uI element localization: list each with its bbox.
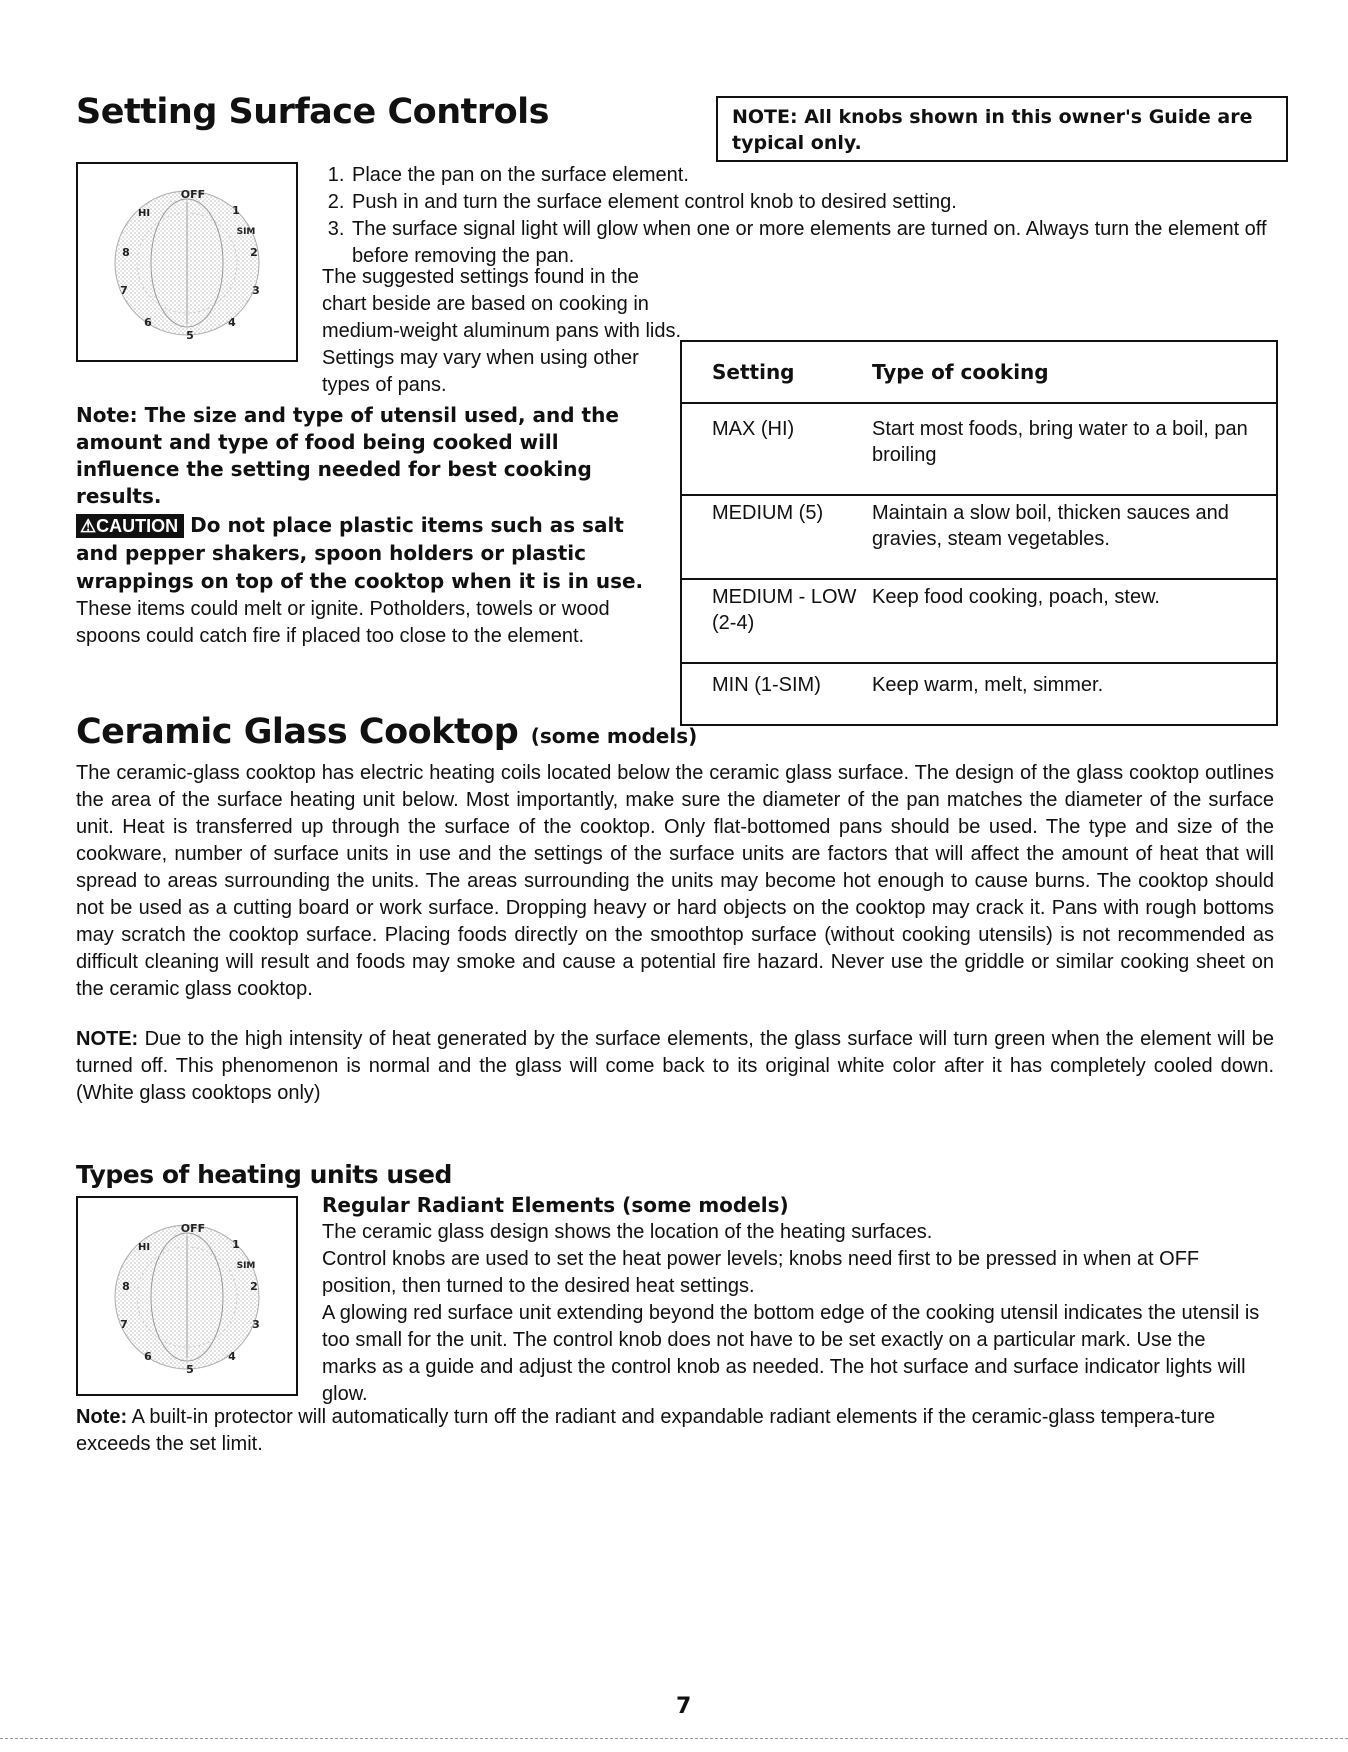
radiant-elements-block: [322, 1192, 1262, 1408]
knob-label-sim: SIM: [236, 227, 256, 237]
protector-note: [76, 1404, 1274, 1458]
table-header-row: [682, 342, 1276, 403]
table-cell-type: Keep food cooking, poach, stew.: [872, 579, 1276, 663]
table-cell-setting: MEDIUM (5): [682, 495, 872, 579]
ceramic-paragraph: The ceramic-glass cooktop has electric heating coils located below the ceramic glass surface. The design of the glass cooktop outlines the area of the surface heating unit below. Most importantly, make sure the diameter of the pan matches the diameter of the surface unit. Heat is transferred up through the surface of the cooktop. Only flat-bottomed pans should be used. The type and size of the cookware, number of surface units in use and the settings of the surface units are factors that will affect the amount of heat that will spread to areas surrounding the units. The areas surrounding the units may become hot enough to cause burns. The cooktop should not be used as a cutting board or work surface. Dropping heavy or hard objects on the cooktop may crack it. Pans with rough bottoms may scratch the cooktop surface. Placing foods directly on the smoothtop surface (without cooking utensils) is not recommended as difficult cleaning will result and foods may smoke and cause a potential fire hazard. Never use the griddle or similar cooking sheet on the ceramic glass cooktop.: [76, 762, 1274, 1000]
table-row: [682, 663, 1276, 724]
settings-intro-paragraph: The suggested settings found in the chart beside are based on cooking in medium-weight aluminum pans with lids. Settings may vary when using other types of pans.: [322, 266, 682, 396]
knob-label-1: 1: [232, 204, 240, 217]
knob-label-3: 3: [252, 284, 260, 297]
knob-illustration: [76, 162, 298, 362]
table-header-setting: Setting: [712, 360, 795, 384]
caution-plain-text: These items could melt or ignite. Potholders, towels or wood spoons could catch fire if placed too close to the element.: [76, 598, 610, 647]
section-title-setting-surface-controls: Setting Surface Controls: [76, 92, 549, 132]
radiant-line: A glowing red surface unit extending beyond the bottom edge of the cooking utensil indicates the utensil is too small for the unit. The control knob does not have to be set exactly on a particular mark. Use the marks as a guide and adjust the control knob as needed. The hot surface and surface indicator lights will glow.: [322, 1302, 1260, 1405]
knob-label-hi: HI: [137, 208, 151, 219]
table-cell-setting: MEDIUM - LOW (2-4): [682, 579, 872, 663]
knob-label-hi: HI: [137, 1242, 151, 1253]
knob-label-6: 6: [144, 316, 152, 329]
knobs-note-text: NOTE: All knobs shown in this owner's Guide are typical only.: [732, 106, 1253, 154]
knob-label-4: 4: [228, 316, 236, 329]
protector-note-label: Note:: [76, 1406, 128, 1428]
table-cell-setting: MIN (1-SIM): [682, 663, 872, 724]
knob-label-4: 4: [228, 1350, 236, 1363]
table-row: [682, 403, 1276, 495]
knob-label-off: OFF: [180, 1222, 206, 1235]
radiant-line: The ceramic glass design shows the location of the heating surfaces.: [322, 1221, 933, 1243]
table-cell-type: Maintain a slow boil, thicken sauces and gravies, steam vegetables.: [872, 495, 1276, 579]
knob-label-8: 8: [122, 1280, 130, 1293]
table-row: [682, 579, 1276, 663]
caution-bold-text: Do not place plastic items such as salt and pepper shakers, spoon holders or plastic wrappings on top of the cooktop when it is in use.: [76, 513, 644, 593]
knob-label-off: OFF: [180, 188, 206, 201]
table-cell-type: Keep warm, melt, simmer.: [872, 663, 1276, 724]
knob-label-5: 5: [186, 1363, 194, 1376]
knob-label-8: 8: [122, 246, 130, 259]
warning-triangle-icon: ⚠: [80, 516, 97, 536]
step-item: 2. Push in and turn the surface element control knob to desired setting.: [350, 189, 1280, 216]
knob-label-6: 6: [144, 1350, 152, 1363]
ceramic-title-row: [76, 712, 697, 752]
knob-illustration-2: [76, 1196, 298, 1396]
page-bottom-rule: [0, 1738, 1348, 1739]
caution-badge: ⚠CAUTION: [76, 514, 184, 538]
page-number: 7: [676, 1694, 692, 1719]
knob-label-2: 2: [250, 1280, 258, 1293]
utensil-note: Note: The size and type of utensil used, and the amount and type of food being cooked will influence the setting needed for best cooking results.: [76, 403, 619, 508]
step-item: 1. Place the pan on the surface element.: [350, 162, 1280, 189]
protector-note-text: A built-in protector will automatically turn off the radiant and expandable radiant elements if the ceramic-glass tempera-ture exceeds the set limit.: [76, 1406, 1216, 1455]
setting-steps: [320, 162, 1280, 270]
knob-label-7: 7: [120, 1318, 128, 1331]
ceramic-note-paragraph: [76, 1026, 1274, 1107]
knob-label-3: 3: [252, 1318, 260, 1331]
knob-label-sim: SIM: [236, 1261, 256, 1271]
table-cell-setting: MAX (HI): [682, 403, 872, 495]
caution-block: [76, 512, 664, 650]
knob-label-5: 5: [186, 329, 194, 342]
section-title-ceramic-glass-cooktop: Ceramic Glass Cooktop: [76, 712, 519, 752]
table-cell-type: Start most foods, bring water to a boil, pan broiling: [872, 403, 1276, 495]
radiant-elements-subtitle: Regular Radiant Elements (some models): [322, 1193, 789, 1217]
table-header-type: Type of cooking: [872, 360, 1049, 384]
knob-label-7: 7: [120, 284, 128, 297]
ceramic-note-label: NOTE:: [76, 1028, 139, 1050]
ceramic-note-text: Due to the high intensity of heat generated by the surface elements, the glass surface will turn green when the element will be turned off. This phenomenon is normal and the glass will come back to its original white color after it has completely cooled down. (White glass cooktops only): [76, 1028, 1274, 1104]
radiant-line: Control knobs are used to set the heat power levels; knobs need first to be pressed in when at OFF position, then turned to the desired heat settings.: [322, 1248, 1200, 1297]
settings-table: [680, 340, 1278, 726]
section-title-types-of-heating-units: Types of heating units used: [76, 1160, 452, 1189]
knobs-note-box: [716, 96, 1288, 162]
step-item: 3. The surface signal light will glow when one or more elements are turned on. Always turn the element off before removing the pan.: [350, 216, 1280, 270]
control-knob-icon: [78, 1198, 296, 1394]
section-title-suffix: (some models): [530, 724, 698, 748]
table-row: [682, 495, 1276, 579]
knob-label-1: 1: [232, 1238, 240, 1251]
control-knob-icon: [78, 164, 296, 360]
knob-label-2: 2: [250, 246, 258, 259]
